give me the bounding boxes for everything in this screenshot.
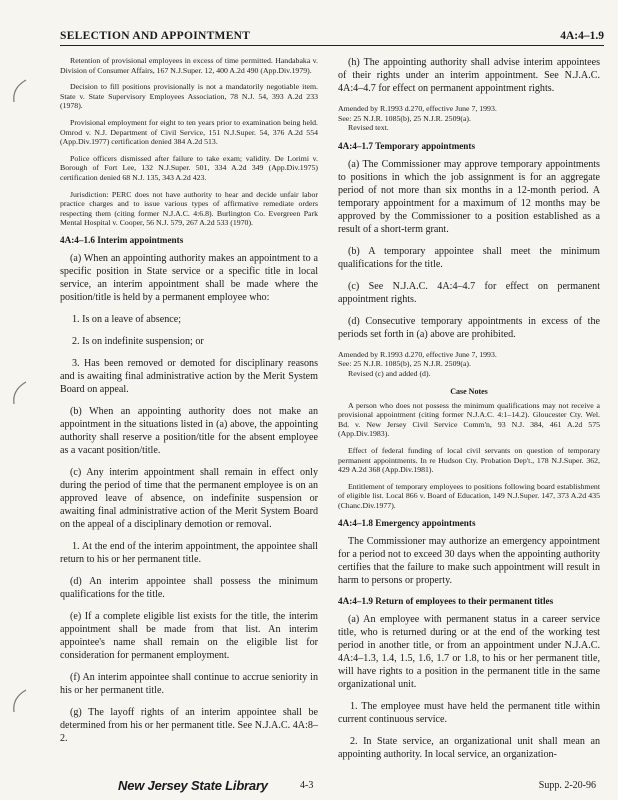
amendment-line: Amended by R.1993 d.270, effective June 7, 1993. [338,104,497,113]
paragraph-b: (b) When an appointing authority does not make an appointment in the situations listed in (a) above, the appointing authority shall reserve a position/title for the absent employee as a vacant position/title. [60,405,318,456]
amendment-line: Amended by R.1993 d.270, effective June 7, 1993. [338,349,497,359]
right-column [338,56,600,770]
amendment-note [338,104,600,133]
amendment-line: See: 25 N.J.R. 1085(b), 25 N.J.R. 2509(a). [338,359,471,369]
paragraph-a: (a) An employee with permanent status in a career service title, who is returned during or at the end of the working test period in another title, or from an appointment under N.J.A.C. 4A:4–1.3, 1.4, 1.5, 1.6, 1.7 or 1.8, to his or her permanent title, will have rights to a position in the permanent title in the same organizational unit. [338,613,600,690]
case-note: Provisional employment for eight to ten years prior to examination being held. Omrod v. N.J. Department of Civil Service, 151 N.J.Super. 54, 376 A.2d 554 (App.Div.1977) certification denied 384 A.2d 513. [60,117,318,147]
paragraph-a: (a) The Commissioner may approve temporary appointments to positions in which the job assignment is for an aggregate period of not more than six months in a 12-month period. A temporary appointment for a maximum of 12 months may be approved by the Commissioner to a position established as a result of a short-term grant. [338,158,600,235]
case-notes-heading: Case Notes [450,386,488,396]
list-item: 1. The employee must have held the permanent title within current continuous service. [338,700,600,725]
section-heading-return: 4A:4–1.9 Return of employees to their permanent titles [338,595,554,606]
header-section-number: 4A:4–1.9 [560,30,604,42]
case-note: Effect of federal funding of local civil servants on question of temporary permanent appointments. In re Hudson Cty. Probation Dep't., 178 N.J.Super. 362, 429 A.2d 368 (App.Div.1981). [338,445,600,475]
list-item: 1. Is on a leave of absence; [72,313,182,325]
case-note: Police officers dismissed after failure to take exam; validity. De Lorimi v. Borough of Fort Lee, 132 N.J.Super. 501, 334 A.2d 349 (App.Div.1975) certification denied 68 N.J. 135, 343 A.2d 423. [60,153,318,182]
list-item: 2. In State service, an organizational unit shall mean an appointing authority. In local service, an organization- [338,735,600,760]
case-note: Jurisdiction: PERC does not have authority to hear and decide unfair labor practice charges and to issue various types of affirmative remediate orders respecting them (citing former N.J.A.C. 4:6.8). Burlington Co. Evergreen Park Mental Hospital v. Cooper, 56 N.J. 579, 267 A.2d 533 (1970). [60,189,318,228]
paragraph-g: (g) The layoff rights of an interim appointee shall be determined from his or her permanent title. See N.J.A.C. 4A:8–2. [60,706,318,744]
case-note: Decision to fill positions provisionally is not a mandatorily negotiable item. State v. State Supervisory Employees Association, 78 N.J. 54, 393 A.2d 233 (1978). [60,82,318,111]
amendment-line: Revised text. [348,123,389,133]
section-heading-temporary: 4A:4–1.7 Temporary appointments [338,140,476,151]
case-note: A person who does not possess the minimum qualifications may not receive a provisional appointment (citing former N.J.A.C. 4:1–14.2). Gloucester Cty. Wel. Bd. v. New Jersey Civil Service Comm'n, 93 N.J. 384, 461 A.2d 575 (App.Div.1983). [338,400,600,439]
punch-hole-icon [8,78,30,104]
paragraph-e: (e) If a complete eligible list exists for the title, the interim appointment shall be made from that list. An interim appointee's name shall remain on the eligible list for consideration for permanent employment. [60,610,318,661]
page-number: 4-3 [300,780,314,791]
list-item: 2. Is on indefinite suspension; or [72,335,204,347]
case-note: Retention of provisional employees in excess of time permitted. Handabaka v. Division of Consumer Affairs, 167 N.J.Super. 12, 400 A.2d 490 (App.Div.1979). [60,56,318,75]
amendment-line: Revised (c) and added (d). [348,368,431,378]
punch-hole-icon [8,688,30,714]
punch-hole-icon [8,380,30,406]
paragraph-h: (h) The appointing authority shall advise interim appointees of their rights under an interim appointment. See N.J.A.C. 4A:4–4.7 for effect on permanent appointment rights. [338,57,600,94]
header-chapter-title: SELECTION AND APPOINTMENT [60,30,251,42]
section-heading-interim: 4A:4–1.6 Interim appointments [60,234,184,245]
paragraph-emergency: The Commissioner may authorize an emergency appointment for a period not to exceed 30 days when the appointing authority certifies that the failure to make such appointment will result in harm to persons or property. [338,535,600,586]
amendment-line: See: 25 N.J.R. 1085(b), 25 N.J.R. 2509(a). [338,113,471,123]
section-heading-emergency: 4A:4–1.8 Emergency appointments [338,517,476,528]
amendment-note [338,350,600,379]
paragraph-b: (b) A temporary appointee shall meet the minimum qualifications for the title. [338,245,600,270]
list-item: 1. At the end of the interim appointment, the appointee shall return to his or her permanent title. [60,540,318,565]
case-note: Entitlement of temporary employees to positions following board establishment of eligible list. Local 866 v. Board of Education, 149 N.J.Super. 147, 373 A.2d 435 (Chanc.Div.1977). [338,481,600,510]
paragraph-d: (d) An interim appointee shall possess the minimum qualifications for the title. [60,575,318,600]
paragraph-c: (c) Any interim appointment shall remain in effect only during the period of time that the permanent employee is on an approved leave of absence, on indefinite suspension or awaiting final administrative action of the Merit System Board on the appeal of a disciplinary demotion or removal. [60,466,318,530]
list-item: 3. Has been removed or demoted for disciplinary reasons and is awaiting final administrative action by the Merit System Board on appeal. [60,357,318,395]
paragraph-c: (c) See N.J.A.C. 4A:4–4.7 for effect on permanent appointment rights. [338,280,600,305]
left-column [60,56,318,754]
paragraph-f: (f) An interim appointee shall continue to accrue seniority in his or her permanent title. [60,671,318,696]
paragraph-d: (d) Consecutive temporary appointments in excess of the periods set forth in (a) above are prohibited. [338,315,600,340]
library-stamp-logo: New Jersey State Library [118,778,268,793]
supplement-date: Supp. 2-20-96 [538,780,596,791]
running-header [60,30,604,46]
paragraph-a: (a) When an appointing authority makes an appointment to a specific position in State service or a specific title in local service, an interim appointment shall be made where the position/title is held by a permanent employee who: [60,252,318,303]
